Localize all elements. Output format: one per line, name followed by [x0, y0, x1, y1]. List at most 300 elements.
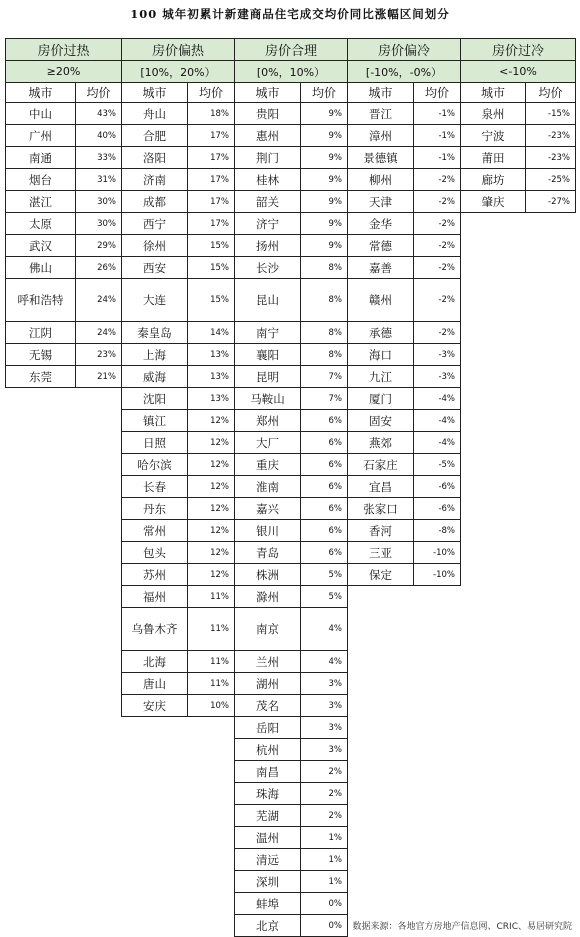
city-cell: 石家庄 — [348, 454, 414, 476]
city-cell: 嘉兴 — [235, 498, 301, 520]
city-cell: 保定 — [348, 564, 414, 586]
price-change-cell: 26% — [76, 257, 122, 279]
price-change-cell: 13% — [188, 366, 235, 388]
price-change-cell: -5% — [414, 454, 461, 476]
sub-header-row — [461, 83, 576, 103]
city-cell: 昆山 — [235, 279, 301, 322]
price-change-cell: 21% — [76, 366, 122, 388]
table-row — [348, 564, 461, 586]
city-cell: 威海 — [122, 366, 188, 388]
table-row — [122, 695, 235, 717]
price-change-cell: -23% — [526, 147, 576, 169]
city-cell: 成都 — [122, 191, 188, 213]
table-row — [348, 322, 461, 344]
price-change-cell: 17% — [188, 169, 235, 191]
city-cell: 香河 — [348, 520, 414, 542]
city-cell: 嘉善 — [348, 257, 414, 279]
table-row — [6, 322, 122, 344]
table-row — [461, 103, 576, 125]
city-cell: 西安 — [122, 257, 188, 279]
city-cell: 赣州 — [348, 279, 414, 322]
table-row — [235, 257, 348, 279]
price-change-cell: 9% — [301, 191, 348, 213]
sub-header-row — [235, 83, 348, 103]
price-change-cell: -25% — [526, 169, 576, 191]
table-row — [235, 827, 348, 849]
price-change-cell: 6% — [301, 498, 348, 520]
price-change-cell: 6% — [301, 476, 348, 498]
table-row — [122, 388, 235, 410]
city-cell: 苏州 — [122, 564, 188, 586]
price-change-cell: 30% — [76, 191, 122, 213]
city-cell: 济宁 — [235, 213, 301, 235]
price-change-cell: -23% — [526, 125, 576, 147]
table-row — [235, 213, 348, 235]
price-change-cell: 8% — [301, 257, 348, 279]
table-row — [235, 103, 348, 125]
city-cell: 广州 — [6, 125, 76, 147]
price-change-cell: 3% — [301, 717, 348, 739]
price-change-cell: 12% — [188, 454, 235, 476]
page-title: 100 城年初累计新建商品住宅成交均价同比涨幅区间划分 — [130, 7, 450, 21]
city-cell: 淮南 — [235, 476, 301, 498]
table-row — [122, 651, 235, 673]
table-row — [235, 476, 348, 498]
sub-header-row — [6, 83, 122, 103]
city-cell: 包头 — [122, 542, 188, 564]
city-cell: 南京 — [235, 608, 301, 651]
city-cell: 桂林 — [235, 169, 301, 191]
price-change-cell: 17% — [188, 125, 235, 147]
price-change-cell: 3% — [301, 673, 348, 695]
price-change-cell: -15% — [526, 103, 576, 125]
price-change-cell: 24% — [76, 279, 122, 322]
table-row — [122, 103, 235, 125]
price-change-cell: 15% — [188, 235, 235, 257]
table-row — [235, 388, 348, 410]
table-row — [235, 783, 348, 805]
city-cell: 清远 — [235, 849, 301, 871]
table-row — [461, 169, 576, 191]
price-change-cell: -2% — [414, 169, 461, 191]
table-row — [235, 520, 348, 542]
price-change-cell: 12% — [188, 498, 235, 520]
price-change-cell: 12% — [188, 432, 235, 454]
city-cell: 燕郊 — [348, 432, 414, 454]
city-cell: 柳州 — [348, 169, 414, 191]
city-column-header: 城市 — [235, 83, 301, 103]
table-row — [6, 213, 122, 235]
price-change-cell: 2% — [301, 783, 348, 805]
group-header: 房价过冷 — [461, 39, 576, 61]
price-change-cell: 12% — [188, 564, 235, 586]
table-row — [235, 673, 348, 695]
city-cell: 珠海 — [235, 783, 301, 805]
group-header: 房价偏热 — [122, 39, 235, 61]
table-row — [122, 169, 235, 191]
table-row — [235, 344, 348, 366]
price-change-cell: 31% — [76, 169, 122, 191]
price-change-cell: 6% — [301, 454, 348, 476]
table-row — [235, 761, 348, 783]
city-column-header: 城市 — [6, 83, 76, 103]
table-row — [122, 366, 235, 388]
price-change-cell: 29% — [76, 235, 122, 257]
table-row — [235, 695, 348, 717]
price-change-cell: 7% — [301, 366, 348, 388]
table-row — [6, 235, 122, 257]
price-change-cell: 2% — [301, 805, 348, 827]
table-row — [6, 169, 122, 191]
price-change-cell: -4% — [414, 410, 461, 432]
table-row — [348, 169, 461, 191]
price-change-cell: -27% — [526, 191, 576, 213]
data-source-note: 数据来源：各地官方房地产信息网、CRIC、易居研究院 — [352, 922, 572, 932]
price-change-cell: 8% — [301, 344, 348, 366]
table-row — [122, 586, 235, 608]
city-cell: 漳州 — [348, 125, 414, 147]
price-change-cell: 0% — [301, 915, 348, 937]
city-cell: 呼和浩特 — [6, 279, 76, 322]
city-cell: 中山 — [6, 103, 76, 125]
city-cell: 银川 — [235, 520, 301, 542]
price-change-cell: 14% — [188, 322, 235, 344]
table-row — [348, 476, 461, 498]
table-row — [122, 257, 235, 279]
city-cell: 洛阳 — [122, 147, 188, 169]
city-cell: 长沙 — [235, 257, 301, 279]
city-cell: 郑州 — [235, 410, 301, 432]
table-row — [348, 366, 461, 388]
table-row — [348, 279, 461, 322]
city-cell: 徐州 — [122, 235, 188, 257]
table-row — [122, 213, 235, 235]
price-change-cell: -1% — [414, 103, 461, 125]
price-change-cell: -4% — [414, 432, 461, 454]
price-change-cell: 18% — [188, 103, 235, 125]
price-change-cell: -2% — [414, 235, 461, 257]
city-cell: 西宁 — [122, 213, 188, 235]
city-cell: 唐山 — [122, 673, 188, 695]
table-row — [235, 739, 348, 761]
city-cell: 张家口 — [348, 498, 414, 520]
table-row — [6, 366, 122, 388]
table-row — [122, 432, 235, 454]
price-change-cell: -2% — [414, 322, 461, 344]
price-change-cell: 15% — [188, 279, 235, 322]
price-change-cell: 30% — [76, 213, 122, 235]
price-column-header: 均价 — [414, 83, 461, 103]
city-cell: 上海 — [122, 344, 188, 366]
table-row — [122, 608, 235, 651]
table-row — [6, 191, 122, 213]
price-column-header: 均价 — [301, 83, 348, 103]
table-row — [122, 673, 235, 695]
table-row — [235, 366, 348, 388]
group-header: 房价偏冷 — [348, 39, 461, 61]
city-cell: 承德 — [348, 322, 414, 344]
city-cell: 晋江 — [348, 103, 414, 125]
price-change-cell: -3% — [414, 344, 461, 366]
table-row — [235, 586, 348, 608]
price-change-cell: -6% — [414, 476, 461, 498]
price-change-cell: 8% — [301, 279, 348, 322]
city-cell: 景德镇 — [348, 147, 414, 169]
price-change-cell: 6% — [301, 520, 348, 542]
price-change-cell: 13% — [188, 388, 235, 410]
table-row — [461, 147, 576, 169]
city-cell: 肇庆 — [461, 191, 526, 213]
group-range: [-10%，-0%） — [348, 61, 461, 83]
price-change-cell: 9% — [301, 213, 348, 235]
price-change-cell: 15% — [188, 257, 235, 279]
price-change-cell: -2% — [414, 279, 461, 322]
group-range: ≥20% — [6, 61, 122, 83]
city-cell: 湖州 — [235, 673, 301, 695]
price-change-cell: 40% — [76, 125, 122, 147]
city-cell: 无锡 — [6, 344, 76, 366]
sub-header-row — [122, 83, 235, 103]
city-cell: 株洲 — [235, 564, 301, 586]
city-cell: 扬州 — [235, 235, 301, 257]
price-change-cell: 33% — [76, 147, 122, 169]
price-change-cell: 11% — [188, 651, 235, 673]
group-column-4 — [347, 38, 461, 586]
city-cell: 大厂 — [235, 432, 301, 454]
city-cell: 南通 — [6, 147, 76, 169]
table-row — [235, 432, 348, 454]
city-cell: 宁波 — [461, 125, 526, 147]
city-cell: 常德 — [348, 235, 414, 257]
city-cell: 沈阳 — [122, 388, 188, 410]
table-row — [235, 564, 348, 586]
city-cell: 韶关 — [235, 191, 301, 213]
table-row — [348, 103, 461, 125]
table-row — [122, 520, 235, 542]
city-cell: 武汉 — [6, 235, 76, 257]
price-change-cell: 6% — [301, 542, 348, 564]
table-row — [122, 542, 235, 564]
table-row — [235, 849, 348, 871]
city-cell: 佛山 — [6, 257, 76, 279]
city-cell: 海口 — [348, 344, 414, 366]
price-change-cell: -3% — [414, 366, 461, 388]
city-cell: 太原 — [6, 213, 76, 235]
table-row — [235, 279, 348, 322]
city-cell: 茂名 — [235, 695, 301, 717]
table-row — [122, 498, 235, 520]
table-row — [348, 344, 461, 366]
table-row — [348, 454, 461, 476]
city-cell: 烟台 — [6, 169, 76, 191]
price-change-cell: 6% — [301, 410, 348, 432]
city-cell: 舟山 — [122, 103, 188, 125]
table-row — [348, 125, 461, 147]
table-row — [235, 235, 348, 257]
city-cell: 贵阳 — [235, 103, 301, 125]
city-cell: 荆门 — [235, 147, 301, 169]
table-row — [122, 454, 235, 476]
table-row — [235, 169, 348, 191]
city-column-header: 城市 — [461, 83, 526, 103]
table-row — [235, 893, 348, 915]
group-range: [0%，10%） — [235, 61, 348, 83]
table-row — [348, 520, 461, 542]
price-change-cell: 17% — [188, 191, 235, 213]
table-row — [348, 542, 461, 564]
city-cell: 莆田 — [461, 147, 526, 169]
price-change-cell: -8% — [414, 520, 461, 542]
table-row — [122, 191, 235, 213]
price-change-cell: 11% — [188, 673, 235, 695]
city-cell: 丹东 — [122, 498, 188, 520]
table-row — [122, 344, 235, 366]
table-row — [6, 103, 122, 125]
table-row — [122, 410, 235, 432]
price-change-cell: 1% — [301, 871, 348, 893]
price-change-cell: -1% — [414, 147, 461, 169]
table-row — [348, 213, 461, 235]
city-cell: 滁州 — [235, 586, 301, 608]
price-change-cell: -10% — [414, 564, 461, 586]
table-row — [235, 454, 348, 476]
price-change-cell: 0% — [301, 893, 348, 915]
city-cell: 哈尔滨 — [122, 454, 188, 476]
city-cell: 宜昌 — [348, 476, 414, 498]
city-cell: 惠州 — [235, 125, 301, 147]
table-row — [122, 125, 235, 147]
price-change-cell: 9% — [301, 235, 348, 257]
table-row — [348, 147, 461, 169]
price-change-cell: 8% — [301, 322, 348, 344]
city-cell: 兰州 — [235, 651, 301, 673]
price-change-cell: 4% — [301, 608, 348, 651]
table-row — [348, 432, 461, 454]
table-row — [348, 191, 461, 213]
price-change-cell: 9% — [301, 169, 348, 191]
city-cell: 固安 — [348, 410, 414, 432]
table-row — [235, 717, 348, 739]
table-row — [348, 498, 461, 520]
price-change-cell: 11% — [188, 608, 235, 651]
price-change-cell: 7% — [301, 388, 348, 410]
table-row — [235, 608, 348, 651]
price-change-cell: 17% — [188, 147, 235, 169]
table-row — [235, 147, 348, 169]
table-row — [122, 564, 235, 586]
price-change-cell: 12% — [188, 520, 235, 542]
price-change-cell: 4% — [301, 651, 348, 673]
city-cell: 杭州 — [235, 739, 301, 761]
table-row — [122, 147, 235, 169]
price-change-cell: -2% — [414, 257, 461, 279]
table-row — [348, 235, 461, 257]
table-row — [235, 542, 348, 564]
price-change-cell: -10% — [414, 542, 461, 564]
city-cell: 日照 — [122, 432, 188, 454]
price-change-cell: 5% — [301, 564, 348, 586]
city-cell: 镇江 — [122, 410, 188, 432]
price-change-cell: 12% — [188, 410, 235, 432]
group-column-1 — [5, 38, 122, 388]
table-row — [235, 871, 348, 893]
city-cell: 北京 — [235, 915, 301, 937]
city-cell: 廊坊 — [461, 169, 526, 191]
city-cell: 南宁 — [235, 322, 301, 344]
price-change-cell: 43% — [76, 103, 122, 125]
table-row — [348, 257, 461, 279]
price-change-cell: 10% — [188, 695, 235, 717]
city-cell: 合肥 — [122, 125, 188, 147]
city-cell: 深圳 — [235, 871, 301, 893]
table-row — [235, 915, 348, 937]
city-cell: 马鞍山 — [235, 388, 301, 410]
city-cell: 北海 — [122, 651, 188, 673]
price-column-header: 均价 — [76, 83, 122, 103]
price-change-cell: 13% — [188, 344, 235, 366]
price-change-cell: 24% — [76, 322, 122, 344]
city-column-header: 城市 — [122, 83, 188, 103]
table-row — [122, 279, 235, 322]
price-change-cell: -1% — [414, 125, 461, 147]
table-row — [6, 125, 122, 147]
price-change-cell: 17% — [188, 213, 235, 235]
group-column-3 — [234, 38, 348, 937]
city-cell: 昆明 — [235, 366, 301, 388]
city-cell: 九江 — [348, 366, 414, 388]
city-cell: 长春 — [122, 476, 188, 498]
table-row — [122, 476, 235, 498]
table-row — [235, 651, 348, 673]
price-change-cell: 3% — [301, 695, 348, 717]
city-cell: 乌鲁木齐 — [122, 608, 188, 651]
price-change-cell: -6% — [414, 498, 461, 520]
city-cell: 厦门 — [348, 388, 414, 410]
city-cell: 温州 — [235, 827, 301, 849]
city-cell: 芜湖 — [235, 805, 301, 827]
price-change-cell: -2% — [414, 213, 461, 235]
city-cell: 金华 — [348, 213, 414, 235]
table-row — [348, 410, 461, 432]
table-row — [6, 147, 122, 169]
price-change-cell: 9% — [301, 147, 348, 169]
city-cell: 安庆 — [122, 695, 188, 717]
city-cell: 岳阳 — [235, 717, 301, 739]
table-row — [6, 279, 122, 322]
city-cell: 天津 — [348, 191, 414, 213]
price-change-cell: 12% — [188, 542, 235, 564]
group-range: <-10% — [461, 61, 576, 83]
table-row — [235, 125, 348, 147]
table-row — [461, 125, 576, 147]
sub-header-row — [348, 83, 461, 103]
price-change-cell: 2% — [301, 761, 348, 783]
city-cell: 江阴 — [6, 322, 76, 344]
price-change-cell: 12% — [188, 476, 235, 498]
city-cell: 青岛 — [235, 542, 301, 564]
price-change-cell: 9% — [301, 103, 348, 125]
table-row — [6, 257, 122, 279]
city-cell: 常州 — [122, 520, 188, 542]
table-row — [122, 235, 235, 257]
price-column-header: 均价 — [526, 83, 576, 103]
city-cell: 南昌 — [235, 761, 301, 783]
table-row — [235, 191, 348, 213]
price-change-cell: 1% — [301, 849, 348, 871]
price-column-header: 均价 — [188, 83, 235, 103]
group-header: 房价过热 — [6, 39, 122, 61]
price-change-cell: -2% — [414, 191, 461, 213]
